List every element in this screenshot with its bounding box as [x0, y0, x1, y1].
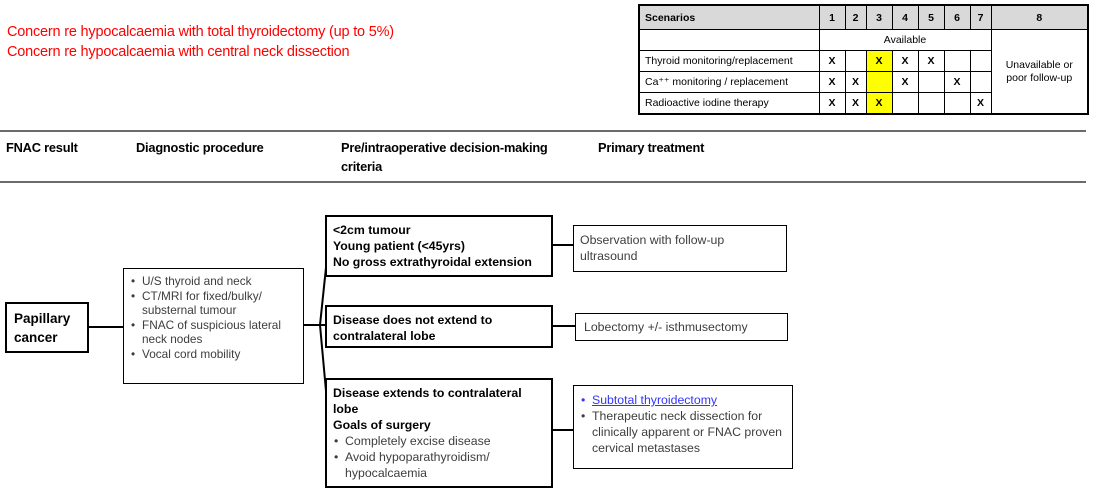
treatment-bullet: [580, 392, 788, 408]
scenario-col-3: 3: [866, 5, 892, 30]
treatment-text: Observation with follow-up ultrasound: [580, 233, 725, 263]
column-header-primary-treatment: Primary treatment: [598, 140, 705, 155]
diagnostic-bullet: • Vocal cord mobility: [130, 347, 301, 362]
row-label-ca-monitoring: Ca⁺⁺ monitoring / replacement: [639, 72, 819, 93]
scenario-col-1: 1: [819, 5, 845, 30]
mark-cell: X: [845, 93, 866, 115]
mark-cell: X: [892, 51, 918, 72]
mark-cell: X: [819, 93, 845, 115]
surgery-goal-bullet: • Avoid hypoparathyroidism/ hypocalcaemia: [333, 449, 545, 481]
node-criteria-small-tumour: [325, 215, 553, 277]
criteria-line: Young patient (<45yrs): [333, 239, 465, 253]
node-treatment-lobectomy: [575, 313, 788, 341]
diagnostic-bullet: • CT/MRI for fixed/bulky/ substernal tumour: [130, 289, 301, 318]
criteria-line: No gross extrathyroidal extension: [333, 255, 532, 269]
alert-hypocalcaemia-neck-dissection: Concern re hypocalcaemia with central neck dissection: [7, 44, 350, 60]
mark-cell: X: [892, 72, 918, 93]
treatment-bullet: • Therapeutic neck dissection for clinically apparent or FNAC proven cervical metastases: [580, 408, 788, 456]
mark-cell: X: [944, 72, 970, 93]
node-papillary-cancer: Papillary cancer: [5, 302, 89, 353]
node-criteria-no-contralateral-extension: [325, 305, 553, 348]
node-treatment-observation: [573, 225, 787, 272]
column-header-diagnostic-procedure: Diagnostic procedure: [136, 140, 264, 155]
mark-cell: X: [819, 51, 845, 72]
criteria-line: Disease does not extend to contralateral lobe: [333, 313, 493, 343]
node-diagnostic-procedure: [123, 268, 304, 384]
row-label-thyroid-monitoring: Thyroid monitoring/replacement: [639, 51, 819, 72]
criteria-heading: Disease extends to contralateral lobe: [333, 386, 522, 416]
mark-cell-highlighted: X: [866, 93, 892, 115]
subtotal-thyroidectomy-link[interactable]: Subtotal thyroidectomy: [592, 393, 718, 407]
scenario-col-7: 7: [970, 5, 991, 30]
scenario-col-6: 6: [944, 5, 970, 30]
mark-cell: X: [918, 51, 944, 72]
scenario-col-8: 8: [991, 5, 1088, 30]
column-header-fnac-result: FNAC result: [6, 140, 78, 155]
treatment-text: Lobectomy +/- isthmusectomy: [584, 320, 748, 334]
mark-cell: X: [845, 72, 866, 93]
scenario-col-5: 5: [918, 5, 944, 30]
mark-cell: X: [819, 72, 845, 93]
diagnostic-bullet: • FNAC of suspicious lateral neck nodes: [130, 318, 301, 347]
surgery-goal-bullet: • Completely excise disease: [333, 433, 545, 449]
criteria-heading: Goals of surgery: [333, 418, 431, 432]
scenarios-header: Scenarios: [639, 5, 819, 30]
mark-cell: X: [970, 93, 991, 115]
available-cell: Available: [819, 30, 991, 51]
alert-hypocalcaemia-thyroidectomy: Concern re hypocalcaemia with total thyroidectomy (up to 5%): [7, 24, 394, 40]
node-treatment-subtotal-thyroidectomy: [573, 385, 793, 469]
diagnostic-bullet: • U/S thyroid and neck: [130, 274, 301, 289]
column-header-decision-criteria: Pre/intraoperative decision-making criteria: [341, 140, 548, 174]
criteria-line: <2cm tumour: [333, 223, 411, 237]
node-criteria-contralateral-extension: [325, 378, 553, 488]
row-label-radioactive-iodine: Radioactive iodine therapy: [639, 93, 819, 115]
mark-cell-highlighted: X: [866, 51, 892, 72]
scenario-col-4: 4: [892, 5, 918, 30]
scenario-col-2: 2: [845, 5, 866, 30]
unavailable-cell: Unavailable or poor follow-up: [991, 30, 1088, 115]
